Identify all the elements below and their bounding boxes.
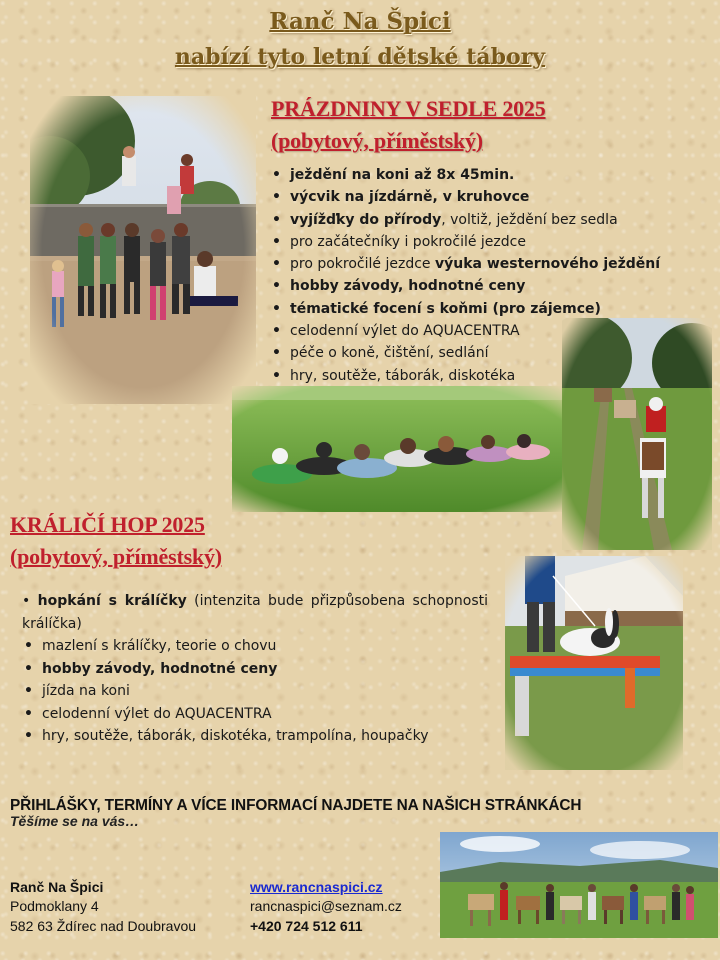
camp1-subtitle: (pobytový, příměstský) bbox=[271, 128, 483, 153]
camp1-title: PRÁZDNINY V SEDLE 2025 bbox=[271, 96, 546, 121]
cta-banner: PŘIHLÁŠKY, TERMÍNY A VÍCE INFORMACÍ NAJDETE NA NAŠICH STRÁNKÁCH bbox=[10, 797, 582, 814]
contact-name: Ranč Na Špici bbox=[10, 879, 104, 895]
contact-street: Podmoklany 4 bbox=[10, 898, 99, 914]
list-item: • tématické focení s koňmi (pro zájemce) bbox=[270, 298, 660, 320]
list-item: • pro pokročilé jezdce výuka westernového ježdění bbox=[270, 253, 660, 275]
list-item: • hry, soutěže, táborák, diskotéka bbox=[270, 365, 660, 387]
list-item: • hobby závody, hodnotné ceny bbox=[270, 275, 660, 297]
list-item: • vyjížďky do přírody, voltiž, ježdění bez sedla bbox=[270, 209, 660, 231]
camp2-list bbox=[22, 590, 488, 748]
photo-kids-on-grass bbox=[232, 386, 562, 512]
list-item: • pro začátečníky i pokročilé jezdce bbox=[270, 231, 660, 253]
list-item: • celodenní výlet do AQUACENTRA bbox=[270, 320, 660, 342]
website-link[interactable]: www.rancnaspici.cz bbox=[250, 879, 383, 895]
contact-city: 582 63 Ždírec nad Doubravou bbox=[10, 918, 197, 934]
greeting: Těšíme se na vás… bbox=[10, 813, 140, 829]
photo-trail-ride bbox=[562, 318, 712, 550]
list-item: • výcvik na jízdárně, v kruhovce bbox=[270, 186, 660, 208]
page-subtitle: nabízí tyto letní dětské tábory bbox=[174, 44, 546, 70]
photo-group-with-horses bbox=[440, 832, 718, 938]
photo-rabbit-hop bbox=[505, 556, 683, 770]
list-item: • hobby závody, hodnotné ceny bbox=[22, 658, 488, 681]
list-item: • ježdění na koni až 8x 45min. bbox=[270, 164, 660, 186]
contact-email: rancnaspici@seznam.cz bbox=[250, 898, 402, 914]
camp2-subtitle: (pobytový, příměstský) bbox=[10, 544, 222, 569]
camp2-title: KRÁLIČÍ HOP 2025 bbox=[10, 512, 205, 537]
list-item: • péče o koně, čištění, sedlání bbox=[270, 342, 660, 364]
list-item: • mazlení s králíčky, teorie o chovu bbox=[22, 635, 488, 658]
contact-phone: +420 724 512 611 bbox=[250, 918, 363, 934]
list-item: • jízda na koni bbox=[22, 680, 488, 703]
list-item: • celodenní výlet do AQUACENTRA bbox=[22, 703, 488, 726]
list-item: • hry, soutěže, táborák, diskotéka, trampolína, houpačky bbox=[22, 725, 488, 748]
photo-group-arena bbox=[30, 96, 256, 404]
page-title: Ranč Na Špici bbox=[269, 8, 451, 35]
list-item: • hopkání s králíčky (intenzita bude přizpůsobena schopnosti králíčka) bbox=[22, 593, 488, 632]
